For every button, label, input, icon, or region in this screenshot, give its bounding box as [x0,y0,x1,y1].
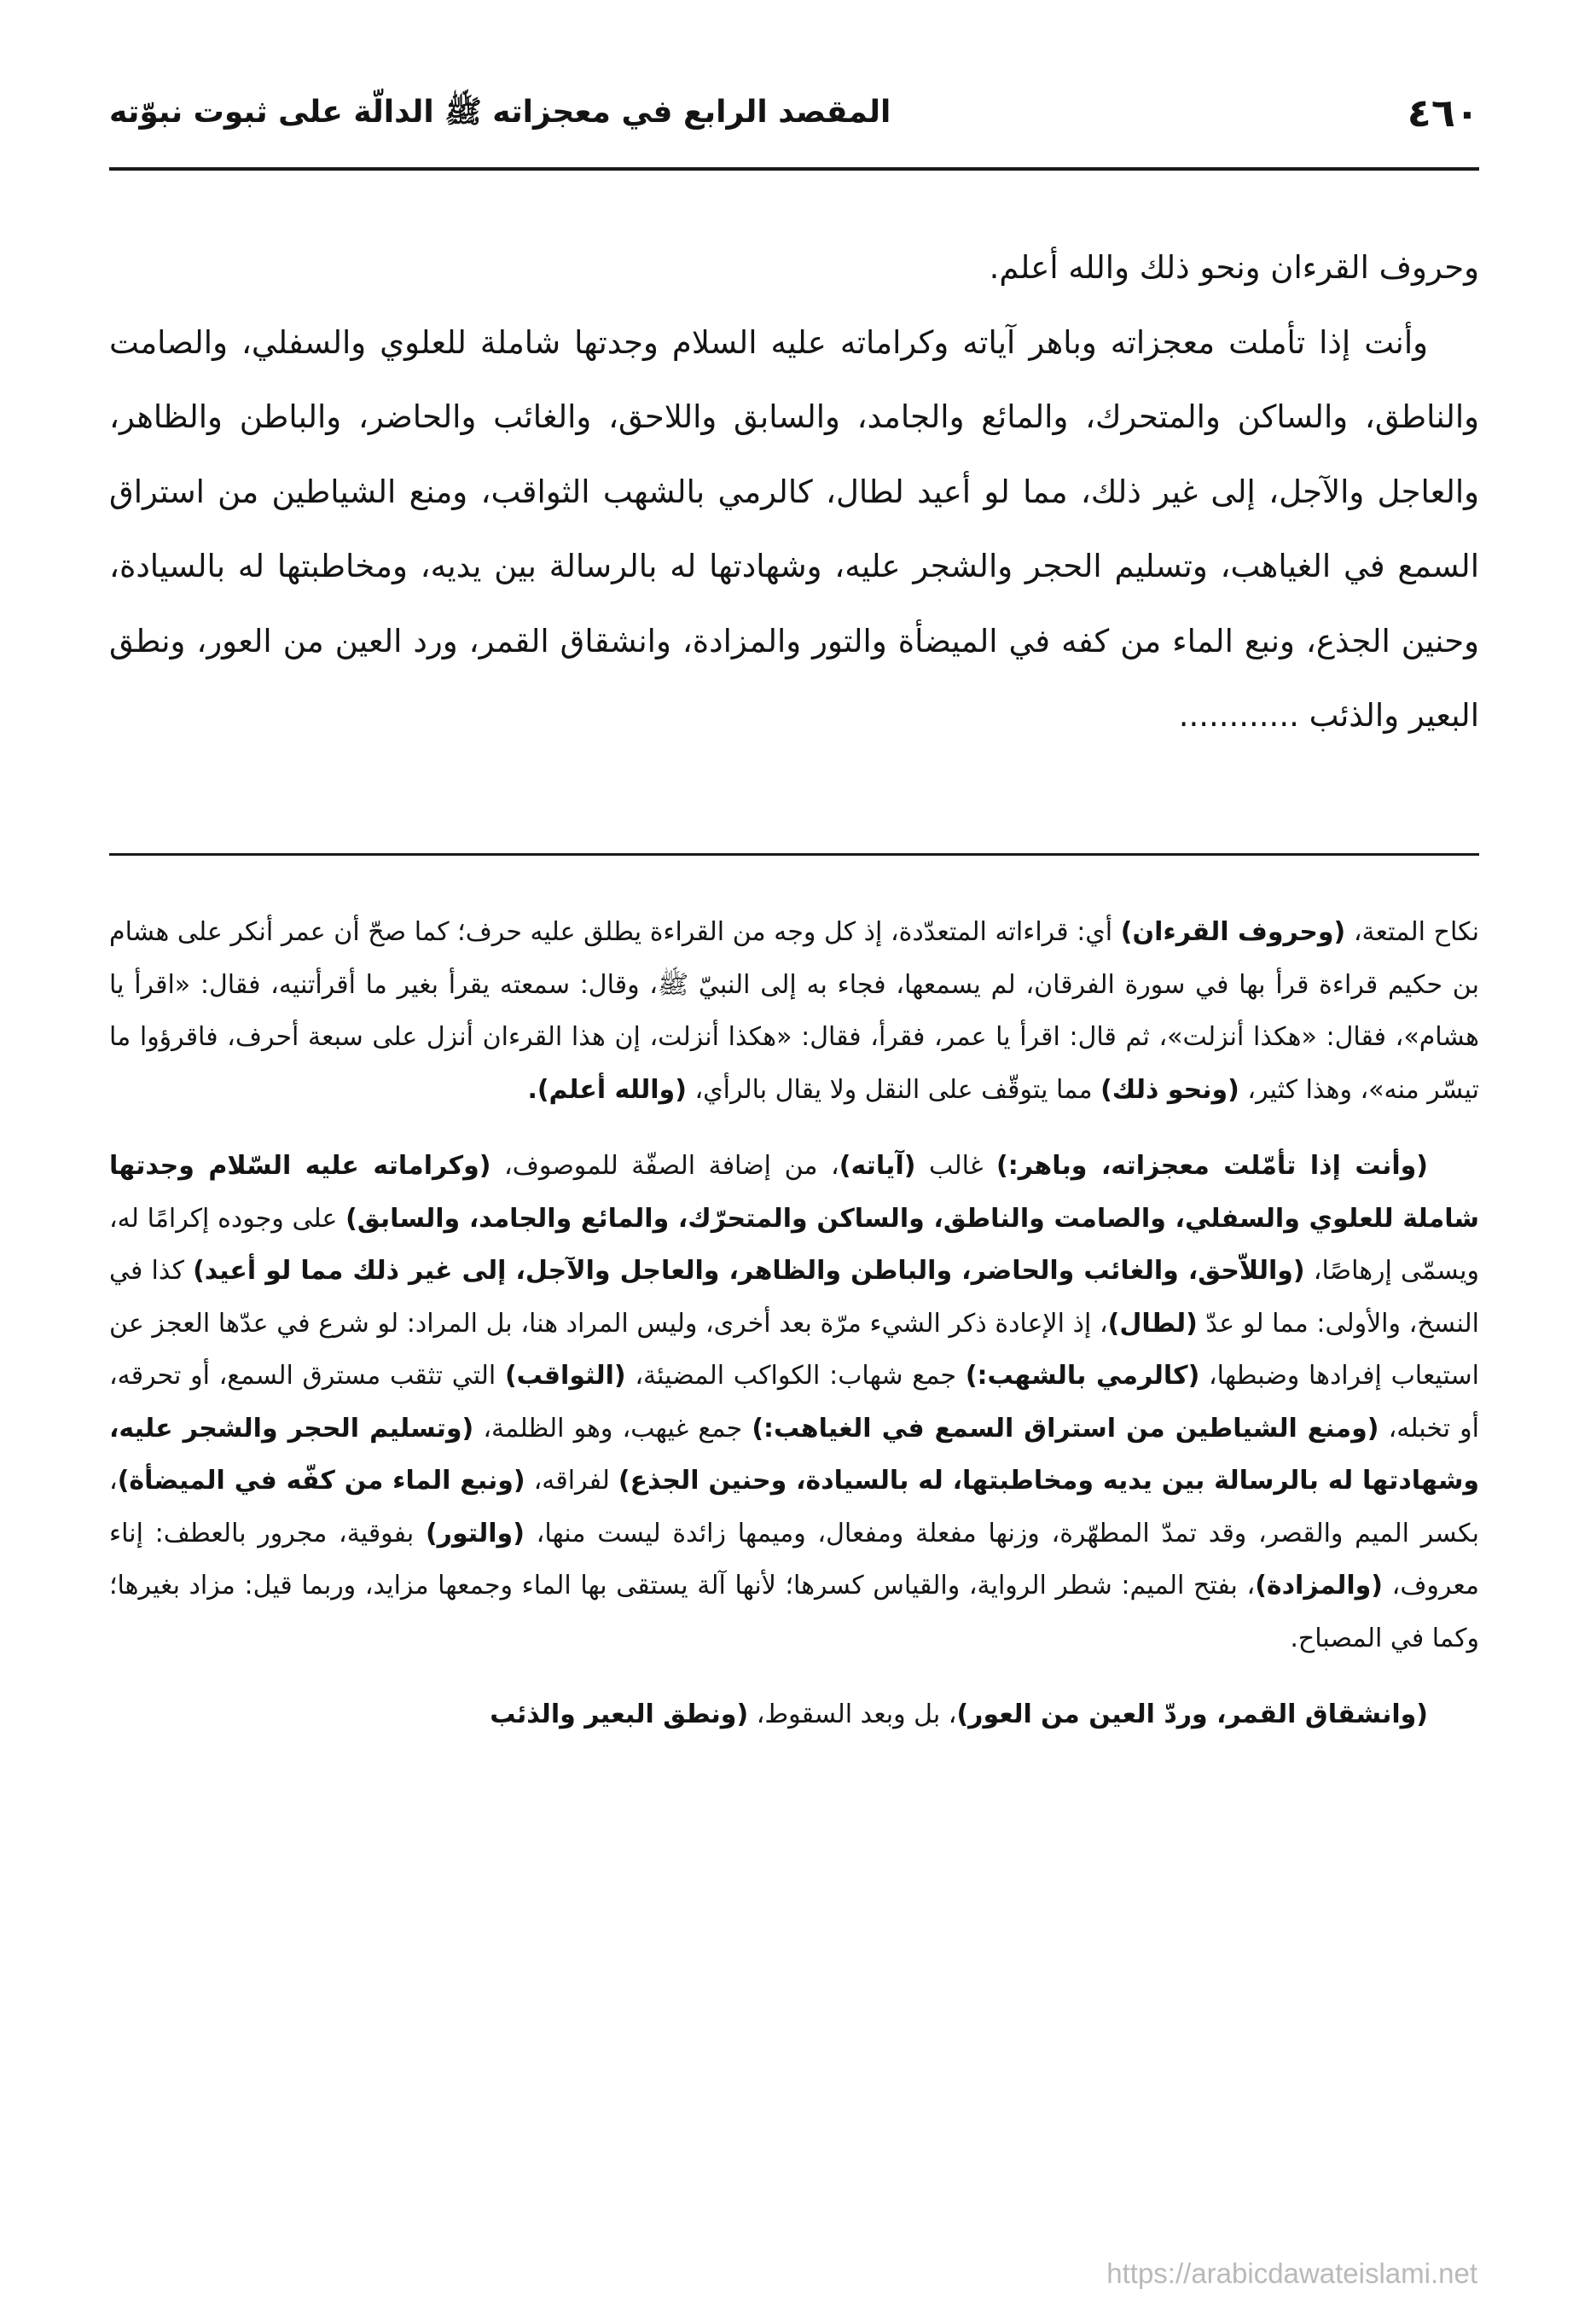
commentary-text-run: ، بفتح الميم: شطر الرواية، والقياس كسرها؛ لأنها آلة يستقى بها الماء وجمعها مزايد، وربما قيل: مزاد بغيرها؛ وكما في المصباح. [109,1571,1479,1653]
commentary-quote: (ونطق البعير والذئب [490,1699,749,1729]
commentary-quote: (والتور) [425,1518,525,1548]
commentary-paragraph-1 [109,906,1479,1116]
commentary-text-run: التي تثقب مسترق السمع، أو تحرقه، أو تخبله، [109,1361,1479,1444]
watermark-url: https://arabicdawateislami.net [1106,2257,1477,2289]
commentary-text-run: غالب [915,1151,997,1181]
commentary-text-run: لفراقه، [525,1466,618,1496]
commentary-quote: (وكراماته عليه السّلام وجدتها شاملة للعلوي والسفلي، والصامت والناطق، والساكن والمتحرّك، والمائع والجامد، والسابق) [109,1151,1479,1234]
commentary-text-run: على وجوده إكرامًا له، ويسمّى إرهاصًا، [109,1203,1479,1286]
commentary-text-run: ، بل وبعد السقوط، [748,1699,957,1729]
commentary-text-run: نكاح المتعة، [1345,917,1479,947]
page-header [109,90,1479,141]
commentary-quote: (وتسليم الحجر والشجر عليه، وشهادتها له بالرسالة بين يديه ومخاطبتها، له بالسيادة، وحنين الجذع) [109,1413,1479,1496]
commentary-text-run: مما يتوقّف على النقل ولا يقال بالرأي، [686,1074,1101,1105]
commentary-text-run: جمع غيهب، وهو الظلمة، [473,1413,752,1444]
ellipsis-dots: ............ [1178,697,1299,734]
running-title: المقصد الرابع في معجزاته ﷺ الدالّة على ثبوت نبوّته [109,95,891,130]
commentary-text-run: كذا في النسخ، والأولى: مما لو عدّ [109,1256,1480,1339]
commentary-quote: (وأنت إذا تأمّلت معجزاته، وباهر:) [996,1151,1429,1181]
commentary-quote: (كالرمي بالشهب:) [965,1361,1200,1391]
commentary-quote: (وانشقاق القمر، وردّ العين من العور) [956,1699,1428,1729]
commentary-quote: (ونبع الماء من كفّه في الميضأة) [117,1466,525,1496]
commentary-quote: (ونحو ذلك) [1100,1074,1239,1105]
page-number: ٤٦٠ [1407,90,1479,136]
main-paragraph-2-text: وأنت إذا تأملت معجزاته وباهر آياته وكراماته عليه السلام وجدتها شاملة للعلوي والسفلي، والصامت والناطق، والساكن والمتحرك، والمائع والجامد، والسابق واللاحق، والغائب والحاضر، والباطن والظاهر، والعاجل والآجل، إلى غير ذلك، مما لو أعيد لطال، كالرمي بالشهب الثواقب، ومنع الشياطين من استراق السمع في الغياهب، وتسليم الحجر والشجر عليه، وشهادتها له بالرسالة بين يديه، ومخاطبتها له بالسيادة، وحنين الجذع، ونبع الماء من كفه في الميضأة والتور والمزادة، وانشقاق القمر، ورد العين من العور، ونطق البعير والذئب [109,323,1479,734]
header-rule [109,167,1479,171]
main-paragraph-2 [109,305,1479,753]
commentary-text-run: بفوقية، مجرور بالعطف: إناء معروف، [109,1518,1479,1601]
commentary-paragraph-3 [109,1688,1479,1741]
commentary-quote: (آياته) [839,1151,916,1181]
commentary-text-run: أي: قراءاته المتعدّدة، إذ كل وجه من القراءة يطلق عليه حرف؛ كما صحّ أن عمر أنكر على هشام بن حكيم قراءة قرأ بها في سورة الفرقان، لم يسمعها، فجاء به إلى النبيّ ﷺ، وقال: سمعته يقرأ بغير ما أقرأتنيه، فقال: «اقرأ يا هشام»، فقال: «هكذا أنزلت»، ثم قال: اقرأ يا عمر، فقرأ، فقال: «هكذا أنزلت، إن هذا القرءان أنزل على سبعة أحرف، فاقرؤوا ما تيسّر منه»، وهذا كثير، [109,917,1479,1105]
commentary-text-run: ، بكسر الميم والقصر، وقد تمدّ المطهّرة، وزنها مفعلة ومفعال، وميمها زائدة ليست منها، [109,1466,1479,1548]
commentary-quote: (الثواقب) [504,1361,626,1391]
commentary-text-run: ، من إضافة الصفّة للموصوف، [490,1151,839,1181]
commentary-text [109,906,1479,1741]
commentary-quote: (وحروف القرءان) [1120,917,1346,947]
commentary-text-run: جمع شهاب: الكواكب المضيئة، [625,1361,966,1391]
commentary-quote: (واللاّحق، والغائب والحاضر، والباطن والظاهر، والعاجل والآجل، إلى غير ذلك مما لو أعيد) [193,1256,1305,1286]
commentary-quote: (والمزادة) [1255,1571,1383,1601]
separator-rule [109,853,1479,856]
main-paragraph-1: وحروف القرءان ونحو ذلك والله أعلم. [989,249,1479,286]
commentary-quote: (والله أعلم). [527,1074,687,1105]
commentary-quote: (ومنع الشياطين من استراق السمع في الغياهب:) [752,1413,1379,1444]
main-text [109,230,1479,753]
commentary-paragraph-2 [109,1140,1479,1665]
commentary-quote: (لطال) [1107,1308,1198,1339]
commentary-text-run: ، إذ الإعادة ذكر الشيء مرّة بعد أخرى، وليس المراد هنا، بل المراد: لو شرع في عدّها العجز عن استيعاب إفرادها وضبطها، [109,1308,1479,1391]
